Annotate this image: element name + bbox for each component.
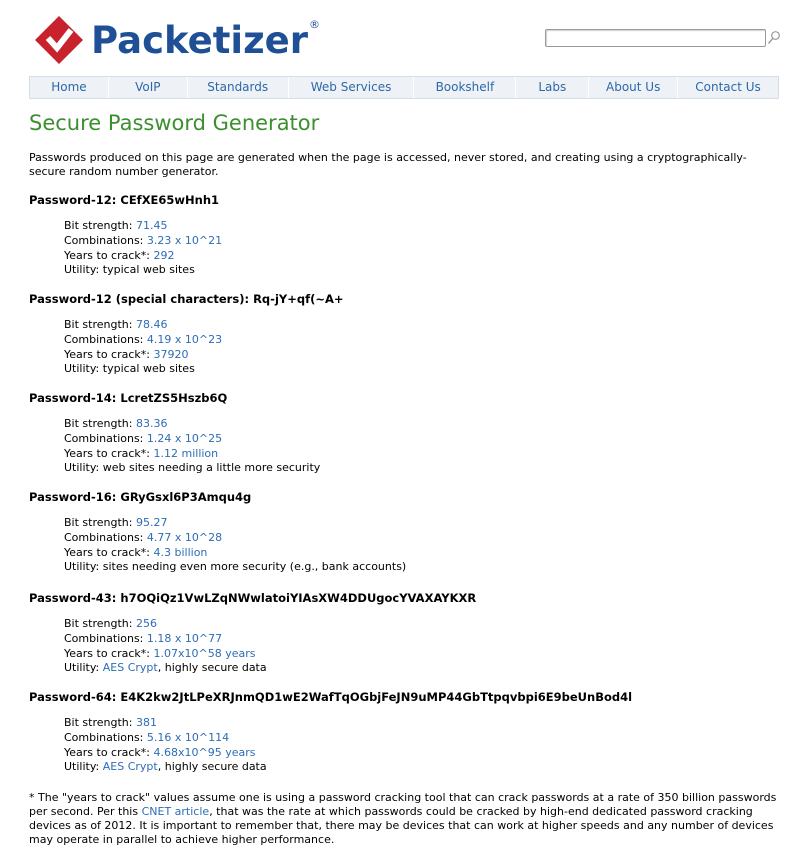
search-input[interactable]	[545, 29, 766, 47]
years-value: 292	[153, 248, 175, 262]
search-box	[545, 29, 781, 47]
combinations-label: Combinations:	[64, 332, 144, 346]
nav-standards[interactable]: Standards	[188, 77, 289, 98]
diamond-logo-icon	[33, 14, 85, 66]
cnet-article-link[interactable]: CNET article	[141, 805, 210, 818]
combinations-value: 4.19 x 10^23	[146, 332, 223, 346]
utility-value: sites needing even more security (e.g., bank accounts)	[102, 560, 407, 574]
combinations-label: Combinations:	[64, 631, 144, 645]
search-icon[interactable]	[767, 30, 781, 46]
password-value[interactable]: CEfXE65wHnh1	[120, 193, 220, 207]
combinations-label: Combinations:	[64, 730, 144, 744]
bit-strength-label: Bit strength:	[64, 617, 133, 630]
footnote	[29, 791, 781, 847]
utility-value: , highly secure data	[157, 661, 267, 675]
password-block	[29, 292, 789, 377]
utility-label: Utility:	[64, 461, 100, 475]
password-heading	[29, 490, 789, 505]
years-value: 1.12 million	[153, 446, 219, 460]
combinations-label: Combinations:	[64, 530, 144, 544]
password-heading	[29, 193, 789, 208]
utility-value: typical web sites	[102, 263, 195, 277]
years-label: Years to crack*:	[64, 347, 150, 361]
years-label: Years to crack*:	[64, 248, 150, 262]
bit-strength-value: 78.46	[135, 318, 168, 331]
footnote-text-1: * The "years to crack" values assume one is using a password cracking tool that can crack passwords at a rate of 350 billion passwords per second. Per this	[29, 791, 777, 818]
nav-home[interactable]: Home	[30, 77, 109, 98]
password-block	[29, 391, 789, 476]
combinations-value: 5.16 x 10^114	[146, 730, 230, 744]
password-details	[64, 219, 789, 278]
password-details	[64, 516, 789, 575]
password-value[interactable]: h7OQiQz1VwLZqNWwlatoiYIAsXW4DDUgocYVAXAYKXR	[120, 591, 477, 605]
bit-strength-value: 95.27	[135, 516, 168, 529]
password-heading	[29, 292, 789, 307]
bit-strength-value: 83.36	[135, 417, 168, 430]
combinations-value: 1.24 x 10^25	[146, 431, 223, 445]
password-heading	[29, 591, 789, 606]
password-label: Password-43:	[29, 591, 117, 605]
password-block	[29, 193, 789, 278]
bit-strength-label: Bit strength:	[64, 219, 133, 232]
nav-labs[interactable]: Labs	[516, 77, 589, 98]
nav-bookshelf[interactable]: Bookshelf	[414, 77, 516, 98]
bit-strength-value: 256	[135, 617, 157, 630]
password-value[interactable]: Rq-jY+qf(~A+	[253, 292, 344, 306]
years-value: 1.07x10^58 years	[153, 646, 256, 660]
bit-strength-value: 381	[135, 716, 157, 729]
bit-strength-label: Bit strength:	[64, 318, 133, 331]
password-details	[64, 617, 789, 676]
password-details	[64, 318, 789, 377]
utility-value: web sites needing a little more security	[102, 461, 321, 475]
combinations-label: Combinations:	[64, 431, 144, 445]
combinations-value: 3.23 x 10^21	[146, 233, 223, 247]
password-label: Password-64:	[29, 690, 117, 704]
combinations-value: 1.18 x 10^77	[146, 631, 223, 645]
utility-value: typical web sites	[102, 362, 195, 376]
main-nav	[29, 76, 779, 99]
password-value[interactable]: GRyGsxl6P3Amqu4g	[120, 490, 252, 504]
aes-crypt-link[interactable]: AES Crypt	[102, 661, 158, 675]
years-label: Years to crack*:	[64, 545, 150, 559]
utility-label: Utility:	[64, 362, 100, 376]
nav-contact-us[interactable]: Contact Us	[695, 80, 761, 94]
registered-mark: ®	[308, 17, 320, 31]
bit-strength-label: Bit strength:	[64, 516, 133, 529]
password-label: Password-12:	[29, 193, 117, 207]
utility-label: Utility:	[64, 263, 100, 277]
password-details	[64, 417, 789, 476]
years-label: Years to crack*:	[64, 646, 150, 660]
nav-about-us[interactable]: About Us	[589, 77, 678, 98]
password-label: Password-16:	[29, 490, 117, 504]
years-value: 4.3 billion	[153, 545, 208, 559]
combinations-label: Combinations:	[64, 233, 144, 247]
years-label: Years to crack*:	[64, 446, 150, 460]
intro-text: Passwords produced on this page are generated when the page is accessed, never stored, and creating using a cryptographically-secure random number generator.	[29, 151, 747, 178]
password-value[interactable]: E4K2kw2JtLPeXRJnmQD1wE2WafTqOGbjFeJN9uMP44GbTtpqvbpi6E9beUnBod4l	[120, 690, 633, 704]
bit-strength-value: 71.45	[135, 219, 168, 232]
nav-web-services[interactable]: Web Services	[289, 77, 415, 98]
page-title: Secure Password Generator	[29, 111, 320, 135]
password-details	[64, 716, 789, 775]
password-block	[29, 591, 789, 676]
bit-strength-label: Bit strength:	[64, 417, 133, 430]
password-value[interactable]: LcretZS5Hszb6Q	[120, 391, 228, 405]
years-value: 37920	[153, 347, 189, 361]
password-label: Password-12 (special characters):	[29, 292, 250, 306]
password-heading	[29, 690, 789, 705]
years-value: 4.68x10^95 years	[153, 745, 256, 759]
password-block	[29, 490, 789, 575]
utility-label: Utility:	[64, 760, 100, 774]
aes-crypt-link[interactable]: AES Crypt	[102, 760, 158, 774]
bit-strength-label: Bit strength:	[64, 716, 133, 729]
password-heading	[29, 391, 789, 406]
utility-label: Utility:	[64, 560, 100, 574]
utility-label: Utility:	[64, 661, 100, 675]
packetizer-logo[interactable]	[33, 14, 320, 66]
footnote-text-2: , that was the rate at which passwords could be cracked by high-end dedicated password cracking devices as of 2012. It is important to remember that, there may be devices that can work at higher speeds and any number of devices may operate in parallel to achieve higher performance.	[29, 805, 774, 846]
password-label: Password-14:	[29, 391, 117, 405]
brand-name: Packetizer	[91, 18, 308, 62]
nav-voip[interactable]: VoIP	[109, 77, 188, 98]
password-block	[29, 690, 789, 775]
utility-value: , highly secure data	[157, 760, 267, 774]
combinations-value: 4.77 x 10^28	[146, 530, 223, 544]
years-label: Years to crack*:	[64, 745, 150, 759]
